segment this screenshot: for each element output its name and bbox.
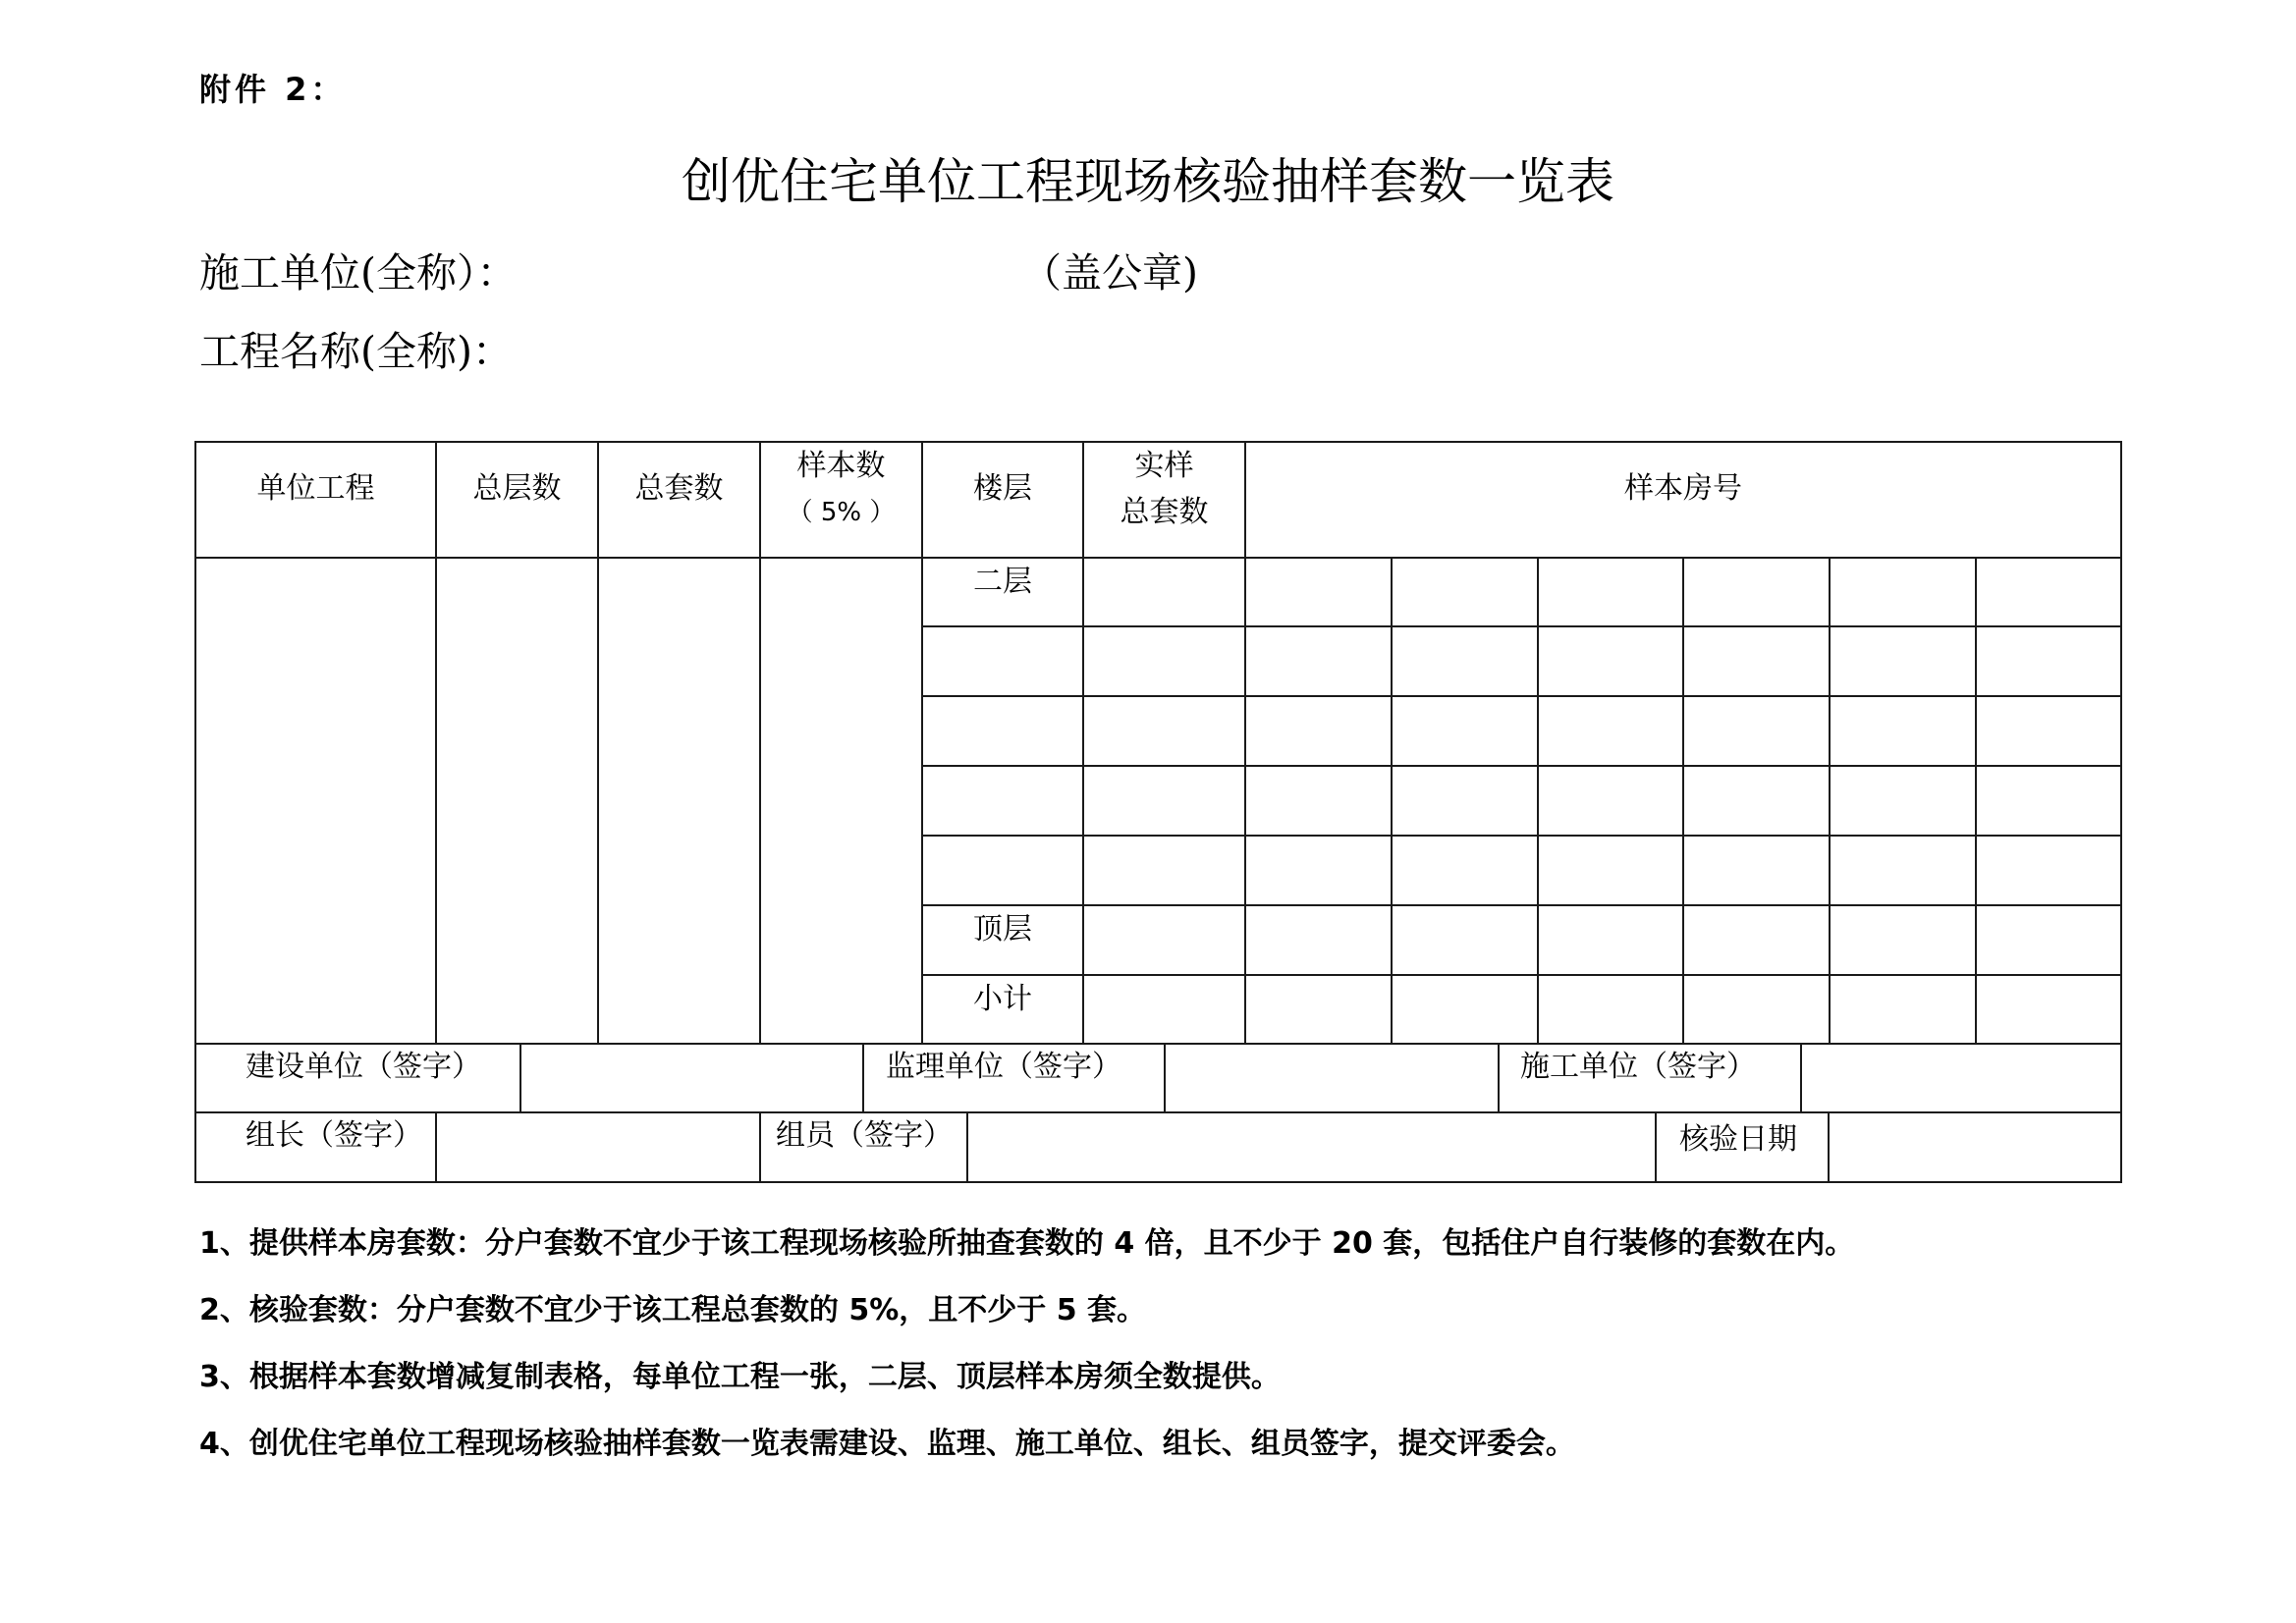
room-col-line: [1391, 557, 1393, 1044]
header-actual-sample-sets: 总套数: [1120, 495, 1209, 529]
note-item: 1、提供样本房套数：分户套数不宜少于该工程现场核验所抽查套数的 4 倍，且不少于 20 套，包括住户自行装修的套数在内。: [199, 1226, 1855, 1261]
header-actual-sample: 实样: [1134, 449, 1194, 483]
row-line: [921, 974, 2122, 976]
floor-label-second: 二层: [973, 565, 1032, 599]
sign-col-line: [1655, 1111, 1657, 1182]
header-total-sets: 总套数: [634, 471, 724, 506]
builder-sign-label: 建设单位（签字）: [246, 1050, 481, 1084]
attachment-label: 附件 2：: [199, 71, 347, 108]
project-name-field[interactable]: [530, 326, 1807, 379]
member-sign-label: 组员（签字）: [776, 1118, 953, 1153]
header-unit-project: 单位工程: [256, 471, 375, 506]
sample-count-cell[interactable]: [761, 559, 921, 1043]
contractor-sign-field[interactable]: [1802, 1045, 2120, 1111]
header-sample-count: 样本数: [796, 449, 886, 483]
header-sample-room-no: 样本房号: [1624, 471, 1742, 506]
project-name-label: 工程名称(全称)：: [199, 328, 513, 375]
note-item: 4、创优住宅单位工程现场核验抽样套数一览表需建设、监理、施工单位、组长、组员签字，提交评委会。: [199, 1427, 1575, 1461]
sign-col-line: [862, 1043, 864, 1112]
note-item: 3、根据样本套数增减复制表格，每单位工程一张，二层、顶层样本房须全数提供。: [199, 1360, 1281, 1394]
supervisor-sign-field[interactable]: [1166, 1045, 1498, 1111]
supervisor-sign-label: 监理单位（签字）: [886, 1050, 1121, 1084]
total-sets-cell[interactable]: [599, 559, 759, 1043]
contractor-sign-label: 施工单位（签字）: [1520, 1050, 1756, 1084]
builder-sign-field[interactable]: [521, 1045, 862, 1111]
room-col-line: [1829, 557, 1831, 1044]
contractor-name-field[interactable]: [550, 247, 1002, 300]
floor-label-top: 顶层: [973, 912, 1032, 947]
member-sign-field[interactable]: [968, 1113, 1655, 1181]
inspection-date-field[interactable]: [1830, 1113, 2120, 1181]
room-col-line: [1537, 557, 1539, 1044]
document-title: 创优住宅单位工程现场核验抽样套数一览表: [682, 153, 1614, 210]
col-line: [921, 441, 923, 1044]
row-line: [921, 695, 2122, 697]
row-line: [921, 625, 2122, 627]
header-total-floors: 总层数: [472, 471, 562, 506]
row-line: [921, 765, 2122, 767]
sign-col-line: [1498, 1043, 1500, 1112]
table-border-right: [2120, 441, 2122, 1183]
leader-sign-label: 组长（签字）: [246, 1118, 422, 1153]
table-border-bottom: [194, 1181, 2122, 1183]
header-sample-percent: （ 5% ）: [787, 498, 896, 527]
row-line: [921, 904, 2122, 906]
header-floor: 楼层: [973, 471, 1032, 506]
row-line: [921, 835, 2122, 837]
floor-label-subtotal: 小计: [973, 982, 1032, 1016]
total-floors-cell[interactable]: [437, 559, 597, 1043]
inspection-date-label: 核验日期: [1679, 1122, 1797, 1157]
contractor-label: 施工单位(全称）：: [199, 249, 518, 297]
sign-col-line: [759, 1111, 761, 1182]
col-line: [1244, 441, 1246, 1044]
note-item: 2、核验套数：分户套数不宜少于该工程总套数的 5%，且不少于 5 套。: [199, 1293, 1147, 1327]
unit-project-cell[interactable]: [196, 559, 435, 1043]
stamp-note: （盖公章): [1021, 249, 1198, 297]
table-border-top: [194, 441, 2122, 443]
room-col-line: [1682, 557, 1684, 1044]
leader-sign-field[interactable]: [437, 1113, 759, 1181]
room-col-line: [1975, 557, 1977, 1044]
